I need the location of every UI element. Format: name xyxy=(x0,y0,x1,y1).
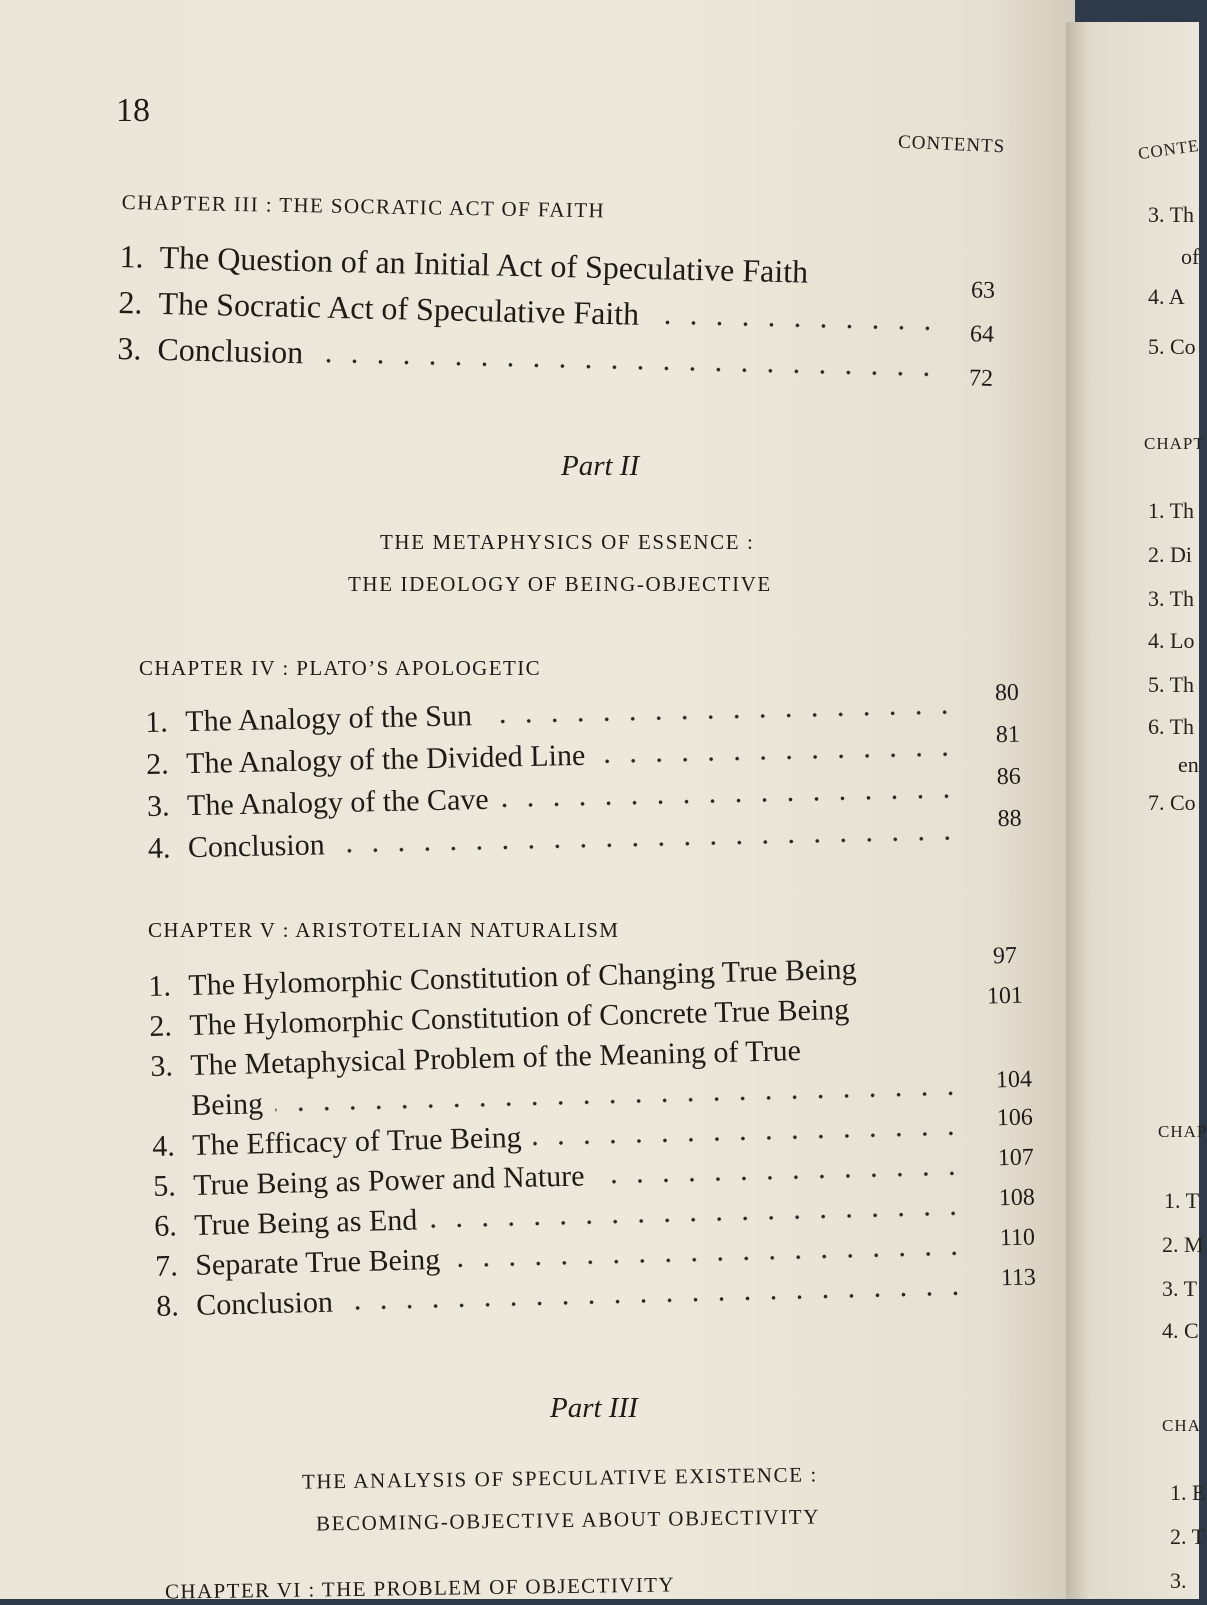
chapter-5-entries xyxy=(148,942,1037,1329)
leader-dots xyxy=(501,793,959,809)
chapter-6-heading: CHAPTER VI : THE PROBLEM OF OBJECTIVITY xyxy=(164,1572,676,1604)
toc-entry[interactable] xyxy=(147,773,968,824)
facing-running-head: CONTE xyxy=(1136,135,1201,164)
facing-fragment: 3. Th xyxy=(1148,586,1195,611)
entry-page: 110 xyxy=(999,1224,1036,1252)
entry-number: 4. xyxy=(147,831,171,865)
entry-page: 106 xyxy=(996,1104,1034,1132)
facing-fragment: 3. Th xyxy=(1148,202,1195,227)
facing-fragment: 4. A xyxy=(1148,284,1185,309)
entry-number: 2. xyxy=(118,283,143,321)
leader-dots xyxy=(597,1170,966,1185)
entry-page: 81 xyxy=(995,721,1021,749)
entry-title: The Efficacy of True Being xyxy=(191,1120,522,1162)
entry-page: 108 xyxy=(998,1184,1036,1212)
leader-dots xyxy=(345,1290,968,1311)
entry-number: 3. xyxy=(149,1049,174,1083)
toc-entry[interactable] xyxy=(145,689,966,740)
facing-fragment: en xyxy=(1178,752,1199,777)
entry-title: The Question of an Initial Act of Speculative Faith xyxy=(159,238,809,290)
toc-entry[interactable] xyxy=(148,815,969,866)
entry-number: 1. xyxy=(145,705,169,739)
entry-number: 8. xyxy=(155,1289,180,1323)
part-2-subtitle-line2: THE IDEOLOGY OF BEING-OBJECTIVE xyxy=(348,572,772,596)
entry-title: Conclusion xyxy=(195,1285,334,1322)
entry-title: Conclusion xyxy=(187,828,325,865)
leader-dots xyxy=(534,1130,965,1147)
facing-fragment: 3. xyxy=(1170,1568,1187,1593)
entry-title: Being xyxy=(190,1087,264,1122)
entry-page: 107 xyxy=(997,1144,1035,1172)
entry-number: 2. xyxy=(148,1009,173,1043)
entry-title: The Analogy of the Cave xyxy=(186,782,489,823)
entry-title: The Socratic Act of Speculative Faith xyxy=(158,284,640,332)
chapter-5-heading: CHAPTER V : ARISTOTELIAN NATURALISM xyxy=(148,918,620,942)
entry-page: 64 xyxy=(969,321,995,348)
facing-fragment: 1. Th xyxy=(1148,498,1195,523)
page-number: 18 xyxy=(116,92,150,129)
entry-page: 80 xyxy=(994,679,1020,707)
facing-chapter-heading: CHAPT xyxy=(1144,434,1205,453)
leader-dots xyxy=(651,319,940,332)
facing-fragment: 7. Co xyxy=(1148,790,1196,815)
entry-page: 86 xyxy=(996,763,1021,791)
leader-dots xyxy=(315,357,939,377)
facing-chapter-heading: CHA xyxy=(1162,1416,1201,1435)
entry-page: 104 xyxy=(995,1066,1033,1094)
entry-title: The Hylomorphic Constitution of Changing True Being xyxy=(187,952,857,1003)
facing-fragment: 4. C xyxy=(1162,1318,1199,1343)
entry-number: 5. xyxy=(152,1169,177,1203)
chapter-3-entries xyxy=(117,238,1020,408)
facing-fragment: 1. T xyxy=(1164,1188,1200,1213)
entry-title: True Being as Power and Nature xyxy=(192,1159,585,1202)
facing-chapter-heading: CHAP xyxy=(1158,1122,1207,1141)
entry-title: True Being as End xyxy=(193,1203,418,1242)
entry-title: The Hylomorphic Constitution of Concrete True Being xyxy=(188,992,850,1043)
toc-entry[interactable] xyxy=(146,731,967,782)
toc-entry[interactable] xyxy=(119,238,950,294)
facing-fragment: 2. Di xyxy=(1148,542,1192,567)
entry-page: 113 xyxy=(1000,1264,1037,1292)
part-3-title: Part III xyxy=(550,1392,638,1424)
chapter-3-heading: CHAPTER III : THE SOCRATIC ACT OF FAITH xyxy=(121,190,606,223)
facing-fragment: 2. T xyxy=(1170,1524,1206,1549)
entry-number: 4. xyxy=(151,1129,176,1163)
facing-fragment: 5. Th xyxy=(1148,672,1195,697)
facing-fragment: 1. E xyxy=(1170,1480,1206,1505)
entry-title: The Analogy of the Sun xyxy=(184,699,473,739)
entry-number: 7. xyxy=(154,1249,179,1283)
facing-fragment: 6. Th xyxy=(1148,714,1195,739)
toc-entry[interactable] xyxy=(118,284,949,340)
leader-dots xyxy=(484,709,957,725)
entry-title: Conclusion xyxy=(157,330,304,371)
entry-page: 88 xyxy=(997,805,1022,833)
entry-number: 3. xyxy=(117,329,142,367)
entry-number: 2. xyxy=(145,747,170,781)
facing-fragment: 2. M xyxy=(1162,1232,1204,1257)
facing-fragment: 4. Lo xyxy=(1148,628,1195,653)
entry-page: 63 xyxy=(970,277,996,304)
entry-page: 72 xyxy=(968,365,994,392)
running-head: CONTENTS xyxy=(897,131,1006,158)
toc-entry[interactable] xyxy=(117,330,948,386)
entry-number: 3. xyxy=(146,789,170,823)
entry-page: 97 xyxy=(992,942,1018,970)
part-3-subtitle-line1: THE ANALYSIS OF SPECULATIVE EXISTENCE : xyxy=(301,1462,819,1494)
leader-dots xyxy=(337,835,960,854)
leader-dots xyxy=(275,1090,963,1113)
entry-title: Separate True Being xyxy=(194,1242,441,1282)
facing-fragment: 3. T xyxy=(1162,1276,1198,1301)
part-3-subtitle-line2: BECOMING-OBJECTIVE ABOUT OBJECTIVITY xyxy=(315,1504,821,1536)
part-2-subtitle-line1: THE METAPHYSICS OF ESSENCE : xyxy=(380,530,755,554)
entry-number: 1. xyxy=(148,969,172,1003)
entry-title: The Analogy of the Divided Line xyxy=(185,738,586,781)
part-2-title: Part II xyxy=(561,450,640,482)
entry-number: 6. xyxy=(153,1209,178,1243)
chapter-4-heading: CHAPTER IV : PLATO’S APOLOGETIC xyxy=(139,656,541,680)
facing-fragment: of xyxy=(1181,244,1200,269)
entry-title: The Metaphysical Problem of the Meaning of True xyxy=(189,1034,802,1082)
facing-fragment: 5. Co xyxy=(1148,334,1196,359)
chapter-4-entries xyxy=(145,679,1029,886)
leader-dots xyxy=(597,751,958,765)
leader-dots xyxy=(452,1250,967,1269)
leader-dots xyxy=(429,1210,966,1229)
entry-number: 1. xyxy=(119,238,144,275)
entry-page: 101 xyxy=(986,982,1024,1010)
facing-page xyxy=(1066,22,1207,1599)
